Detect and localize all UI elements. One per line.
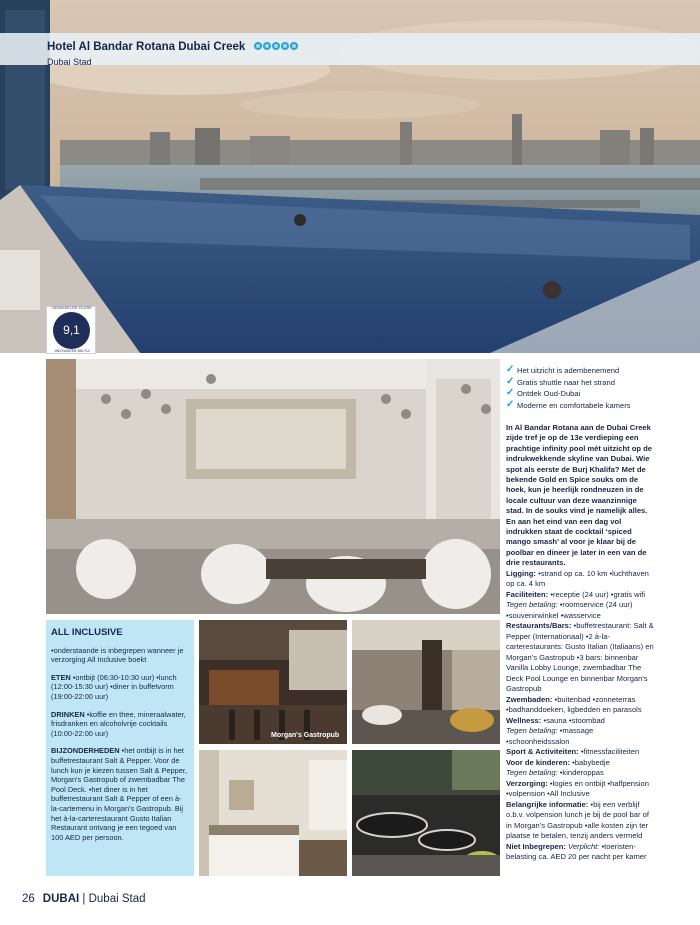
star-icon <box>281 42 289 50</box>
hotel-room-image <box>199 750 347 876</box>
spec-niet-inbegrepen: Niet Inbegrepen: Verplicht: •toeristen-belasting ca. AED 20 per nacht per kamer <box>506 841 647 862</box>
restaurant-interior-photo <box>352 620 500 744</box>
gastropub-photo <box>199 620 347 744</box>
checkmark-icon: ✓ <box>506 398 515 410</box>
restaurant-interior-image <box>352 620 500 744</box>
all-inclusive-bijzonderheden: BIJZONDERHEDEN •het ontbijt is in het buffetrestaurant Salt & Pepper. Voor de lunch kun je kiezen tussen Salt & Pepper, Morgan's Gastropub of zwembadbar The Pool Deck. •het diner is in het buffetrestaurant Salt & Pepper of een à-la-cartemenu in Morgan's Gastropub. Bij het à-la-carterestaurant Gusto Italian Restaurant ontvang je een tegoed van 100 AED per persoon. <box>51 746 187 842</box>
star-icon <box>272 42 280 50</box>
spec-belangrijk: Belangrijke informatie: •bij een verblijf o.b.v. volpension lunch je bij de pool bar of in Morgan's Gastropub •alle kosten zijn ter plaatse te betalen, tenzij anders vermeld <box>506 799 649 841</box>
restaurant-photo <box>46 359 500 614</box>
badge-circle <box>53 312 90 349</box>
spec-verzorging: Verzorging: •logies en ontbijt •halfpension •volpension •All Inclusive <box>506 778 649 799</box>
photo-caption: Morgan's Gastropub <box>271 732 340 739</box>
highlight-item: ✓ Moderne en comfortabele kamers <box>506 398 631 410</box>
spec-zwembaden: Zwembaden: •buitenbad •zonneterras •badhanddoeken, ligbedden en parasols <box>506 694 642 715</box>
badge-top-text: GEMIDDELDE SCORE <box>52 306 92 310</box>
buffet-image <box>352 750 500 876</box>
hotel-location: Dubai Stad <box>47 57 92 68</box>
spec-ligging: Ligging: •strand op ca. 10 km •luchthaven op ca. 4 km <box>506 568 649 589</box>
all-inclusive-title: ALL INCLUSIVE <box>51 627 123 638</box>
salt-pepper-restaurant-image <box>46 359 500 614</box>
all-inclusive-box <box>46 620 194 876</box>
star-icon <box>290 42 298 50</box>
spec-faciliteiten: Faciliteiten: •receptie (24 uur) •gratis wifi Tegen betaling: •roomservice (24 uur) •souvenirwinkel •wasservice <box>506 589 646 620</box>
badge-bottom-text: VAN KLANTEN VAN TUI <box>54 349 90 353</box>
spec-kinderen: Voor de kinderen: •babybedje Tegen betaling: •kinderoppas <box>506 757 610 778</box>
gastropub-image <box>199 620 347 744</box>
footer-region: Dubai Stad <box>88 893 146 905</box>
star-rating <box>254 38 299 56</box>
checkmark-icon: ✓ <box>506 387 515 398</box>
hotel-description-column <box>506 366 656 863</box>
title-band <box>0 33 700 68</box>
footer-destination: DUBAI <box>42 893 80 905</box>
page-footer <box>22 893 146 905</box>
buffet-photo <box>352 750 500 876</box>
intro-text: In Al Bandar Rotana aan de Dubai Creek zijde tref je op de 13e verdieping een prachtige infinity pool mét uitzicht op de indrukwekkende skyline van Dubai. Wie spot als eerste de Burj Khalifa? Met de bekende Gold en Spice souks om de hoek, kun je heerlijk rondneuzen in de locale cultuur van deze waanzinnige stad. In de souks vind je namelijk alles. En aan het eind van een dag vol indrukken staat de cocktail ‘spiced mango smash’ al voor je klaar bij de poolbar en dineer je later in een van de drie restaurants. <box>506 423 652 568</box>
room-photo <box>199 750 347 876</box>
badge-score: 9,1 <box>63 323 80 337</box>
footer-separator: | <box>79 893 89 905</box>
all-inclusive-drinken: DRINKEN •koffie en thee, mineraalwater, frisdranken en alcoholvrije cocktails (10:00-22:00 uur) <box>51 709 186 738</box>
checkmark-icon: ✓ <box>506 364 515 375</box>
highlight-item: ✓ Het uitzicht is adembenemend <box>506 364 620 375</box>
hotel-name: Hotel Al Bandar Rotana Dubai Creek <box>47 41 246 53</box>
highlight-item: ✓ Gratis shuttle naar het strand <box>506 375 615 387</box>
spec-wellness: Wellness: •sauna •stoombad Tegen betaling: •massage •schoonheidssalon <box>506 715 605 746</box>
page-number: 26 <box>22 893 35 905</box>
checkmark-icon: ✓ <box>506 375 515 387</box>
star-icon <box>263 42 271 50</box>
star-icon <box>254 42 262 50</box>
spec-restaurants: Restaurants/Bars: •buffetrestaurant: Salt & Pepper (Internationaal) •2 à-la-carterestaurants: Gusto Italian (Italiaans) en Morgan's Gastropub •3 bars: binnenbar Vanilla Lobby Lounge, zwembadbar The Deck Pool Lounge en binnenbar Morgan's Gastropub <box>506 621 654 694</box>
highlight-item: ✓ Ontdek Oud-Dubai <box>506 387 581 398</box>
rating-badge <box>46 306 96 354</box>
spec-sport: Sport & Activiteiten: •fitnessfaciliteiten <box>506 747 640 757</box>
all-inclusive-eten: ETEN •ontbijt (06:30-10:30 uur) •lunch (12:00-15:30 uur) •diner in buffetvorm (19:00-22:00 uur) <box>51 672 177 701</box>
all-inclusive-intro: •onderstaande is inbegrepen wanneer je verzorging All Inclusive boekt <box>51 645 184 665</box>
